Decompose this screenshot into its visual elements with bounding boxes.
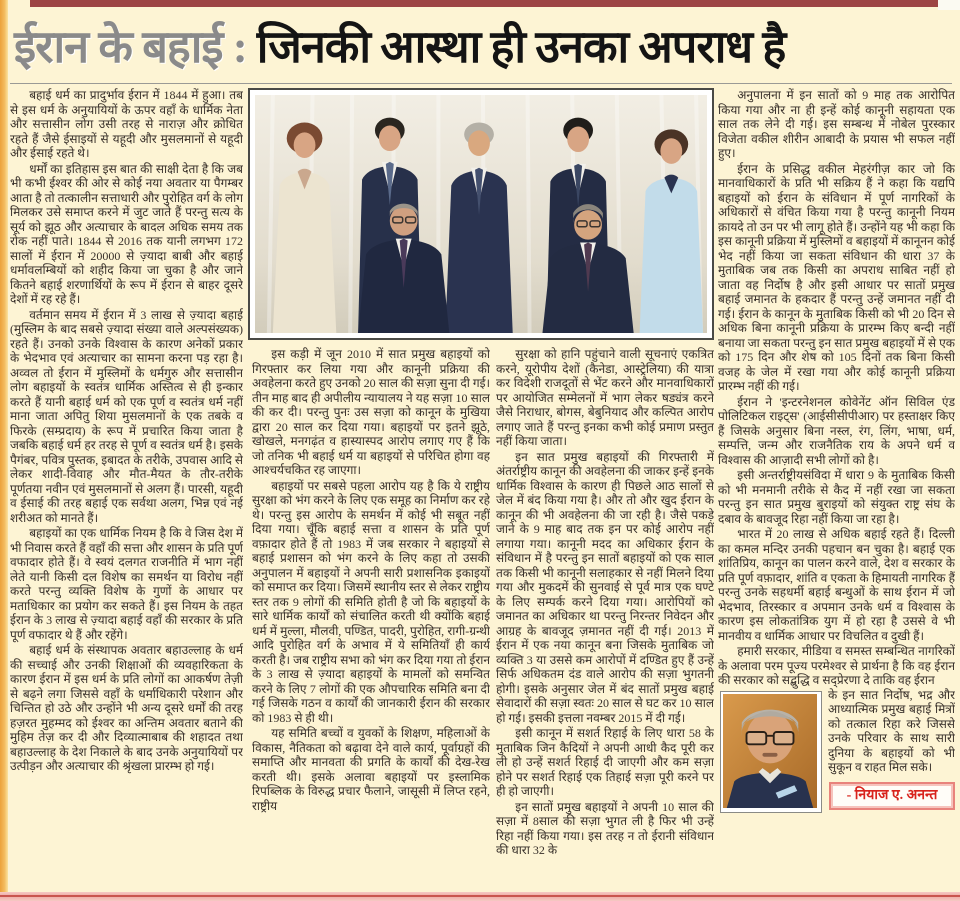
paragraph: बहाइयों पर सबसे पहला आरोप यह है कि ये राष्ट्रीय सुरक्षा को भंग करने के लिए एक समूह का निर्माण कर रहे थे। परन्तु इस आरोप के समर्थन में कोई भी सबूत नहीं दिया गया। चूँकि बहाई सत्ता व शासन के प्रति पूर्ण वफ़ादार होते हैं तो 1983 में जब सरकार ने बहाइयों से बहाई प्रशासन को भंग करने के लिए कहा तो उसकी अनुपालन में बहाइयों ने अपनी सारी प्रशासनिक इकाइयों को समाप्त कर दिया। जिसमें स्थानीय स्तर से लेकर राष्ट्रीय स्तर तक 9 लोगों की समिति होती है जो कि बहाइयों के सारे धार्मिक कार्यों को संचालित करती थी क्योंकि बहाई धर्म में मुल्ला, मौलवी, पण्डित, पादरी, पुरोहित, रागी-ग्रन्थी आदि पुरोहित वर्ग के अभाव में ये समितियाँ ही कार्य करती है। जब राष्ट्रीय सभा को भंग कर दिया गया तो ईरान के 3 लाख से ज़्यादा बहाइयों के मामलों को समन्वित करने के लिए 7 लोगों की एक औपचारिक समिति बना दी गई जिसके गठन व कार्यों की जानकारी ईरान की सरकार को 1983 से ही थी। — [252, 478, 490, 725]
paragraph: बहाई धर्म का प्रादुर्भाव ईरान में 1844 में हुआ। तब से इस धर्म के अनुयायियों के ऊपर वहाँ के धार्मिक नेता और सत्तासीन लोग उसी तरह से नाराज़ और क्रोधित रहते हैं जैसे ईसाइयों से यहूदी और मुसलमानों से यहूदी और ईसाई रहते थे। — [10, 88, 243, 160]
byline-box — [829, 782, 955, 810]
headline-divider — [10, 83, 952, 84]
paragraph: इन सातों प्रमुख बहाइयों ने अपनी 10 साल की सज़ा में 8साल की सज़ा भुगत ली है फिर भी उन्हें रिहा नहीं किया गया। इस तरह न तो ईरानी संविधान की धारा 32 के — [496, 799, 714, 857]
paragraph: बहाई धर्म के संस्थापक अवतार बहाउल्लाह के धर्म की सच्चाई और उनकी शिक्षाओं की व्यवहारिकता के कारण ईरान में इस धर्म के प्रति लोगों का आकर्षण तेज़ी से बढ़ने लगा जिससे वहाँ के धर्माधिकारी परेशान और चिन्तित हो उठे और उन्होंने भी अन्य दूसरे धर्मों की तरह हज़रत मुहम्मद को ईश्वर का अन्तिम अवतार बताने की मुहिम तेज़ कर दी और दिव्यात्माबाब की शहादत तथा बहाउल्लाह के देश निकाले के बाद उनके अनुयायियों पर उत्पीड़न और अत्याचार की श्रृंखला प्रारम्भ हो गई। — [10, 643, 243, 773]
author-portrait-illustration — [723, 694, 817, 808]
article-column-3 — [496, 347, 714, 895]
article-column-1 — [10, 88, 243, 894]
paragraph: हमारी सरकार, मीडिया व समस्त सम्बन्धित नागरिकों के अलावा परम पूज्य परमेश्वर से प्रार्थना है कि वह ईरान की सरकार को सद्बुद्धि व सद्प्रेरणा दे ताकि वह ईरान — [718, 644, 955, 687]
paragraph: धर्मों का इतिहास इस बात की साक्षी देता है कि जब भी कभी ईश्वर की ओर से कोई नया अवतार या पैगम्बर आता है तो तत्कालीन सत्ताधारी और पुरोहित वर्ग के लोग मिलकर उसे समाप्त करने में जुट जाते हैं परन्तु सत्य के सूर्य को झूठ और अत्याचार के बादल अधिक समय तक रोक नहीं पाते। 1844 से 2016 तक यानी लगभग 172 सालों में ईरान में 20000 से ज़्यादा बाबी और बहाई धर्मावलम्बियों को शहीद किया जा चुका है और जाने कितने बहाई शरणार्थियों के रूप में ईरान से बाहर दूसरे देशों में रह रहे हैं। — [10, 161, 243, 306]
article-column-2 — [252, 347, 490, 895]
paragraph: ईरान ने 'इन्टरनेशनल कोवेनेंट ऑन सिविल एंड पोलिटिकल राइट्स' (आईसीसीपीआर) पर हस्ताक्षर किए हैं जिसके अनुसार बिना नस्ल, रंग, लिंग, भाषा, धर्म, सम्पत्ति, जन्म और राजनैतिक राय के अपने धर्म व विश्वास की आज़ादी सभी लोगों को है। — [718, 394, 955, 467]
paragraph: इस कड़ी में जून 2010 में सात प्रमुख बहाइयों को गिरफ्तार कर लिया गया और कानूनी प्रक्रिया की अवहेलना करते हुए उनको 20 साल की सज़ा सुना दी गई। तीन माह बाद ही अपीलीय न्यायालय ने यह सज़ा 10 साल की कर दी। परन्तु पुनः उस सज़ा को कानून के मुखिया द्वारा 20 साल कर दिया गया। बहाइयों पर इतने झूठे, खोखले, मनगढ़ंत व हास्यास्पद आरोप लगाए गए हैं कि जो तनिक भी बहाई धर्म या बहाइयों से परिचित होगा वह आश्चर्यचकित रह जाएगा। — [252, 347, 490, 477]
page-edge-stripe — [0, 0, 8, 901]
headline-kicker: ईरान के बहाई : — [14, 21, 247, 72]
paragraph: सुरक्षा को हानि पहुंचाने वाली सूचनाएं एकत्रित करने, यूरोपीय देशों (कैनेडा, आस्ट्रेलिया) की यात्रा कर विदेशी राजदूतों से भेंट करने और मानवाधिकारों पर आयोजित सम्मेलनों में भाग लेकर षड्यंत्र करने जैसे निराधार, बोगस, बेबुनियाद और कल्पित आरोप लगाए जाते हैं परन्तु इनका कभी कोई प्रमाण प्रस्तुत नहीं किया जाता। — [496, 347, 714, 448]
paragraph: भारत में 20 लाख से अधिक बहाई रहते हैं। दिल्ली का कमल मन्दिर उनकी पहचान बन चुका है। बहाई एक शांतिप्रिय, कानून का पालन करने वाले, देश व सरकार के प्रति पूर्ण वफ़ादार, शांति व एकता के हिमायती नागरिक हैं परन्तु उनके सहधर्मी बहाई बन्धुओं के साथ ईरान में जो भेदभाव, तिरस्कार व अपमान उनके धर्म व विश्वास के कारण इस लोकतांत्रिक युग में हो रहा है उससे वे भी मानवीय व धार्मिक आधार पर विचलित व दुखी हैं। — [718, 527, 955, 643]
group-photo-illustration — [255, 95, 707, 333]
paragraph: वर्तमान समय में ईरान में 3 लाख से ज़्यादा बहाई (मुस्लिम के बाद सबसे ज़्यादा संख्या वाले अल्पसंख्यक) रहते हैं। उनको उनके विश्वास के कारण अनेकों प्रकार के भेदभाव एवं अत्याचार का सामना करना पड़ रहा है। अव्वल तो ईरान में मुस्लिमों के धर्मगुरु और सत्तासीन लोग बहाइयों के स्वतंत्र धार्मिक अस्तित्व से ही इन्कार करते हैं यानी बहाई धर्म को एक पूर्ण व स्वतंत्र धर्म नहीं माना जाता अपितु शिया मुसलमानों के एक तबके व फिरके (सम्प्रदाय) के रूप में प्रचारित किया जाता है जबकि बहाई धर्म हर तरह से पूर्ण व स्वतंत्र धर्म है। इसके पैगंबर, पवित्र पुस्तक, इबादत के तरीके, उपवास आदि से लेकर शादी-विवाह और मौत-मैयत के तौर-तरीके पूर्णतया नवीन एवं मुसलमानों से अलग हैं। पारसी, यहूदी व ईसाई की तरह बहाई एक सर्वथा अलग, भिन्न एवं नई शरीअत को मानते हैं। — [10, 307, 243, 525]
paragraph: इसी अन्तर्राष्ट्रीयसंविदा में धारा 9 के मुताबिक किसी को भी मनमानी तरीके से कैद में नहीं रखा जा सकता परन्तु इन सात प्रमुख बुराइयों को संयुक्त राष्ट्र संघ के दबाव के बावजूद रिहा नहीं किया जा रहा है। — [718, 468, 955, 526]
paragraph: बहाइयों का एक धार्मिक नियम है कि वे जिस देश में भी निवास करते हैं वहाँ की सत्ता और शासन के प्रति पूर्ण वफादार होते हैं। वे स्वयं दलगत राजनीति में भाग नहीं लेते यानी किसी दल विशेष का समर्थन या विरोध नहीं करते परन्तु व्यक्ति विशेष के गुणों के आधार पर मताधिकार का प्रयोग कर सकते हैं। इस नियम के तहत ईरान के 3 लाख से ज़्यादा बहाई वहाँ की सरकार के प्रति पूर्ण वफादार थे हैं और रहेंगे। — [10, 526, 243, 642]
paragraph: के इन सात निर्दोष, भद्र और आध्यात्मिक प्रमुख बहाई मित्रों को तत्काल रिहा करे जिससे उनके परिवार के साथ सारी दुनिया के बहाइयों को भी सुकून व राहत मिल सके। — [828, 687, 955, 774]
masthead-rule-bar — [30, 0, 938, 7]
paragraph: अनुपालना में इन सातों को 9 माह तक आरोपित किया गया और ना ही इन्हें कोई कानूनी सहायता एक साल तक लेने दी गई। इस सम्बन्ध में नोबेल पुरस्कार विजेता वकील शीरीन आबादी के प्रयास भी सफल नहीं हुए। — [718, 88, 955, 160]
article-column-4 — [718, 88, 955, 894]
paragraph: ईरान के प्रसिद्ध वकील मेहरंगीज़ कार जो कि मानवाधिकारों के प्रति भी सक्रिय हैं ने कहा कि यद्यपि बहाइयों को ईरान के संविधान में पूर्ण नागरिकों के अधिकारों से वंचित किया गया है परन्तु कानूनी नियम क़ायदे तो उन पर भी लागू होते हैं। उन्होंने यह भी कहा कि इस कानूनी प्रक्रिया में मुस्लिमों व बहाइयों में कानूनन कोई भेद नहीं किया जा सकता संविधान की धारा 37 के मुताबिक जब तक किसी का अपराध साबित नहीं हो जाता वह निर्दोष है और इसी आधार पर सातों प्रमुख बहाई जमानत के हकदार हैं परन्तु उन्हें जमानत नहीं दी गई। ईरान के कानून के मुताबिक किसी को भी 20 दिन से अधिक बिना कानूनी प्रक्रिया के प्रारम्भ किए बन्दी नहीं बनाया जा सकता परन्तु इन सात प्रमुख बहाइयों में से एक को 175 दिन और शेष को 105 दिनों तक बिना किसी वजह के जेल में रखा गया और कोई कानूनी प्रक्रिया प्रारम्भ नहीं की गई। — [718, 161, 955, 393]
author-byline: - नियाज ए. अनन्त — [846, 787, 938, 803]
paragraph: इन सात प्रमुख बहाइयों की गिरफ्तारी में अंतर्राष्ट्रीय कानून की अवहेलना की जाकर इन्हें इनके धार्मिक विश्वास के कारण ही पिछले आठ सालों से जेल में बंद किया गया है। और तो और खुद ईरान के कानून की भी अवहेलना की जा रही है। जैसे पकड़े जाने के 9 माह बाद तक इन पर कोई आरोप नहीं लगाया गया। कानूनी मदद का अधिकार ईरान के संविधान में है परन्तु इन सातों बहाइयों को एक साल तक किसी भी कानूनी सलाहकार से नहीं मिलने दिया गया और मुकदमें की सुनवाई से पूर्व मात्र एक घण्टे के लिए सम्पर्क करने दिया गया। आरोपियों को जमानत का अधिकार था परन्तु निरन्तर निवेदन और आग्रह के बावजूद ज़मानत नहीं दी गई। 2013 में ईरान में एक नया कानून बना जिसके मुताबिक जो व्यक्ति 3 या उससे कम आरोपों में दण्डित हुए हैं उन्हें सिर्फ अधिकतम दंड वाले आरोप की सज़ा भुगतनी होगी। इसके अनुसार जेल में बंद सातों प्रमुख बहाई सेवादारों की सज़ा स्वतः 20 साल से घट कर 10 साल हो गई। इसकी इत्तला नवम्बर 2015 में दी गई। — [496, 449, 714, 725]
masthead — [14, 9, 952, 81]
group-photo — [248, 88, 714, 340]
bottom-border-band — [0, 892, 960, 901]
page-title: जिनकी आस्था ही उनका अपराध है — [256, 21, 786, 72]
author-photo — [720, 691, 822, 813]
paragraph: इसी कानून में सशर्त रिहाई के लिए धारा 58 के मुताबिक जिन कैदियों ने अपनी आधी कैद पूरी कर ली हो उन्हें सशर्त रिहाई दी जाएगी और कम सज़ा होने पर सशर्त रिहाई एक तिहाई सज़ा पूरी करने पर ही हो जाएगी। — [496, 726, 714, 798]
paragraph: यह समिति बच्चों व युवकों के शिक्षण, महिलाओं के विकास, नैतिकता को बढ़ावा देने वाले कार्य, पूर्वाग्रहों की समाप्ति और मानवता की प्रगति के कार्यों की देख-रेख करती थी। इसके अलावा बहाइयों पर इस्लामिक रिपब्लिक के विरुद्ध प्रचार फैलाने, जासूसी में लिप्त रहने, राष्ट्रीय — [252, 726, 490, 813]
